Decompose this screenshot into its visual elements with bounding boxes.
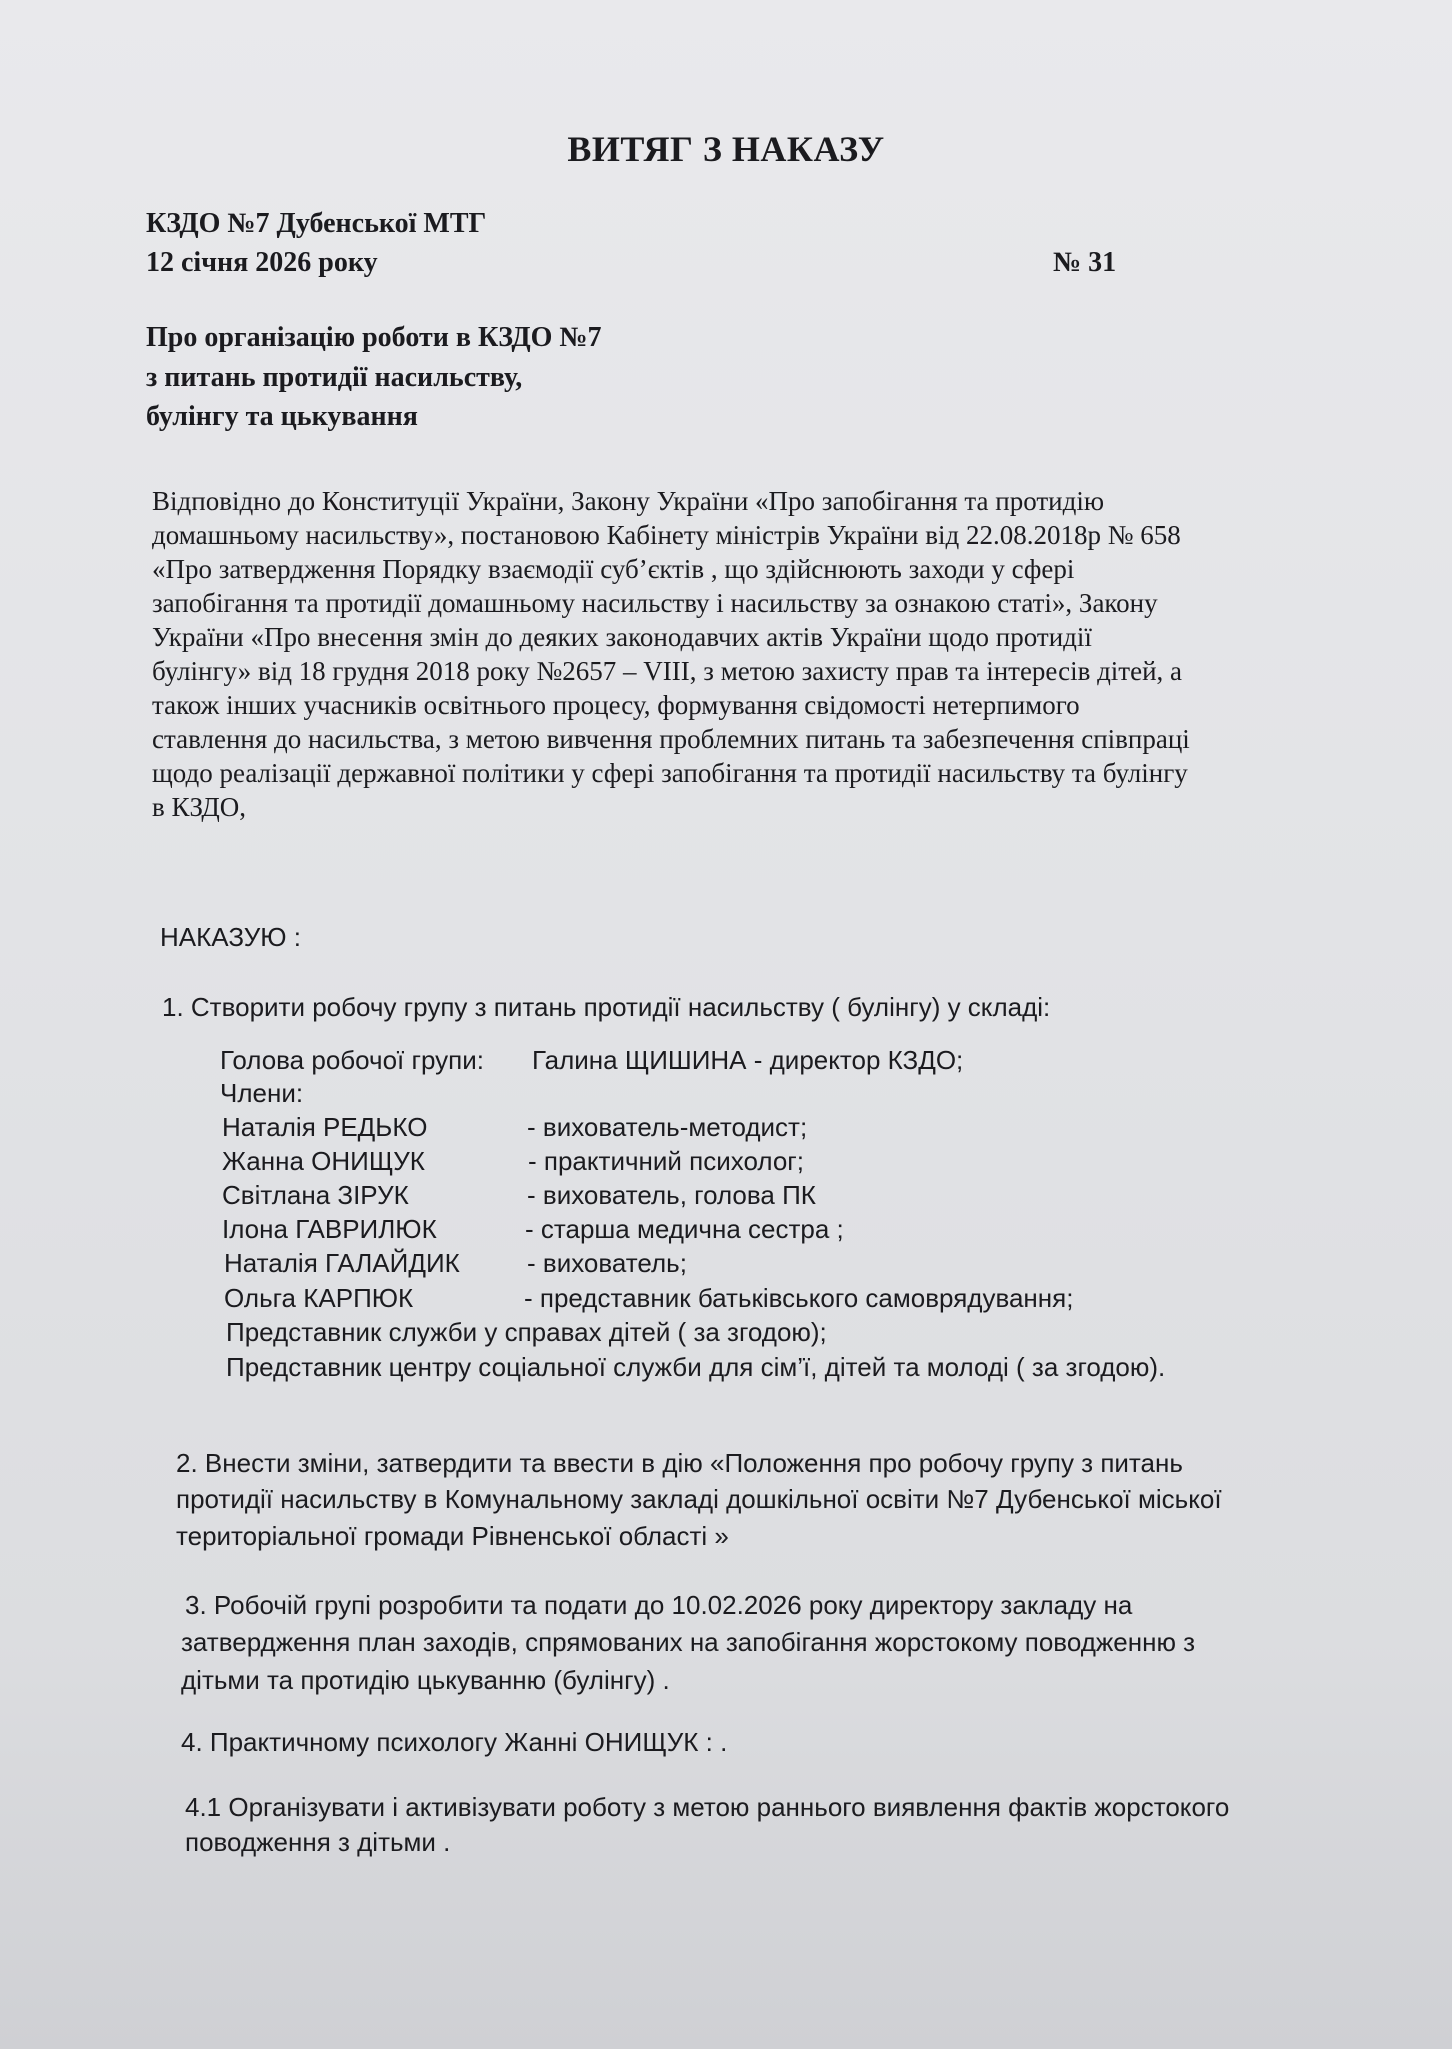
order-date: 12 січня 2026 року: [146, 247, 378, 278]
item-1-text: 1. Створити робочу групу з питань протидії насильству ( булінгу) у складі:: [162, 992, 1051, 1022]
document-title: ВИТЯГ З НАКАЗУ: [567, 129, 885, 169]
preamble-line: ставлення до насильства, з метою вивчення проблемних питань та забезпечення співпраці: [152, 724, 1190, 754]
member-name: Наталія ГАЛАЙДИК: [224, 1248, 460, 1278]
order-word: НАКАЗУЮ :: [160, 922, 301, 952]
subject-line-1: Про організацію роботи в КЗДО №7: [146, 322, 602, 353]
head-label: Голова робочої групи:: [220, 1045, 484, 1075]
head-value: Галина ЩИШИНА - директор КЗДО;: [532, 1045, 964, 1075]
item-2-line: протидії насильству в Комунальному закладі дошкільної освіти №7 Дубенської міської: [176, 1484, 1222, 1514]
preamble-line: домашньому насильству», постановою Кабінету міністрів України від 22.08.2018р № 658: [152, 520, 1181, 550]
item-3-line: дітьми та протидію цькуванню (булінгу) .: [181, 1665, 670, 1695]
member-name: Світлана ЗІРУК: [222, 1180, 409, 1210]
subject-line-2: з питань протидії насильству,: [146, 362, 523, 393]
preamble-line: щодо реалізації державної політики у сфері запобігання та протидії насильству та булінгу: [152, 758, 1188, 788]
item-4-line: 4. Практичному психологу Жанні ОНИЩУК : .: [181, 1727, 728, 1757]
member-name: Жанна ОНИЩУК: [222, 1146, 425, 1176]
order-number: № 31: [1053, 247, 1117, 278]
institution-name: КЗДО №7 Дубенської МТГ: [146, 208, 487, 239]
item-2-line: 2. Внести зміни, затвердити та ввести в дію «Положення про робочу групу з питань: [176, 1448, 1183, 1478]
member-role: - старша медична сестра ;: [525, 1214, 844, 1244]
member-role: - представник батьківського самоврядування;: [524, 1283, 1074, 1313]
member-role: - практичний психолог;: [528, 1146, 804, 1176]
preamble-line: також інших учасників освітнього процесу, формування свідомості нетерпимого: [152, 690, 1080, 720]
preamble-line: Відповідно до Конституції України, Закону України «Про запобігання та протидію: [152, 486, 1105, 516]
preamble-line: запобігання та протидії домашньому насильству і насильству за ознакою статі», Закону: [152, 588, 1158, 618]
item-4-1-line: 4.1 Організувати і активізувати роботу з метою раннього виявлення фактів жорстокого: [185, 1792, 1230, 1822]
member-role: - вихователь-методист;: [527, 1112, 808, 1142]
preamble-paragraph: [152, 484, 1362, 824]
member-name: Наталія РЕДЬКО: [222, 1112, 428, 1142]
extra-member-line: Представник служби у справах дітей ( за згодою);: [226, 1317, 827, 1347]
item-3-line: 3. Робочій групі розробити та подати до 10.02.2026 року директору закладу на: [185, 1590, 1133, 1620]
members-label: Члени:: [220, 1078, 304, 1108]
member-name: Ольга КАРПЮК: [224, 1283, 414, 1313]
preamble-line: в КЗДО,: [152, 792, 247, 822]
preamble-line: «Про затвердження Порядку взаємодії суб’єктів , що здійснюють заходи у сфері: [152, 554, 1075, 584]
preamble-line: України «Про внесення змін до деяких законодавчих актів України щодо протидії: [152, 622, 1092, 652]
member-role: - вихователь, голова ПК: [527, 1180, 816, 1210]
member-role: - вихователь;: [527, 1248, 687, 1278]
item-3-line: затвердження план заходів, спрямованих на запобігання жорстокому поводженню з: [181, 1627, 1196, 1657]
extra-member-line: Представник центру соціальної служби для сім’ї, дітей та молоді ( за згодою).: [226, 1352, 1166, 1382]
item-2-line: територіальної громади Рівненської області »: [176, 1521, 729, 1551]
subject-line-3: булінгу та цькування: [146, 401, 418, 432]
item-4-1-line: поводження з дітьми .: [185, 1827, 451, 1857]
preamble-line: булінгу» від 18 грудня 2018 року №2657 – VIII, з метою захисту прав та інтересів дітей, а: [152, 656, 1183, 686]
member-name: Ілона ГАВРИЛЮК: [222, 1214, 437, 1244]
